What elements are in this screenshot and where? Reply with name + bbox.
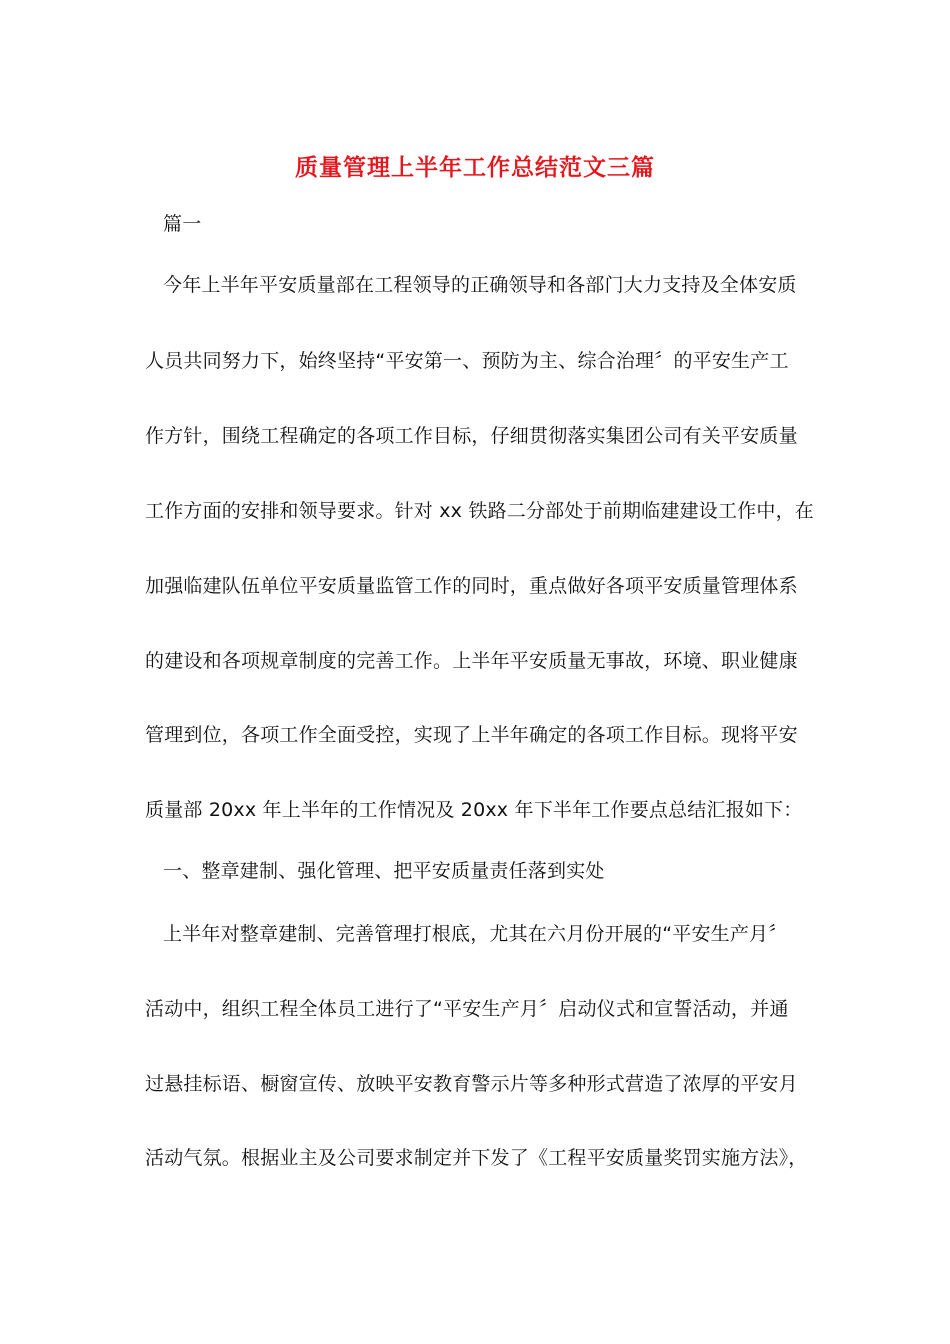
paragraph-line: 管理到位，各项工作全面受控，实现了上半年确定的各项工作目标。现将平安 <box>145 724 798 746</box>
paragraph-line: 加强临建队伍单位平安质量监管工作的同时，重点做好各项平安质量管理体系 <box>145 575 798 597</box>
paragraph-line: 过悬挂标语、橱窗宣传、放映平安教育警示片等多种形式营造了浓厚的平安月 <box>145 1073 798 1095</box>
paragraph-line: 活动气氛。根据业主及公司要求制定并下发了《工程平安质量奖罚实施方法》， <box>145 1147 808 1169</box>
paragraph-line: 人员共同努力下，始终坚持“平安第一、预防为主、综合治理〞的平安生产工 <box>145 350 789 372</box>
section-heading-part-one: 篇一 <box>163 213 202 235</box>
paragraph-line: 活动中，组织工程全体员工进行了“平安生产月〞启动仪式和宣誓活动，并通 <box>145 998 789 1020</box>
section-heading: 一、整章建制、强化管理、把平安质量责任落到实处 <box>163 860 605 882</box>
document-title: 质量管理上半年工作总结范文三篇 <box>295 155 655 181</box>
paragraph-line: 工作方面的安排和领导要求。针对 xx 铁路二分部处于前期临建建设工作中，在 <box>145 500 814 522</box>
paragraph-line: 质量部 20xx 年上半年的工作情况及 20xx 年下半年工作要点总结汇报如下： <box>145 799 803 821</box>
paragraph-line: 上半年对整章建制、完善管理打根底，尤其在六月份开展的“平安生产月〞 <box>163 923 788 945</box>
paragraph-line: 作方针，围绕工程确定的各项工作目标，仔细贯彻落实集团公司有关平安质量 <box>145 425 798 447</box>
paragraph-line: 的建设和各项规章制度的完善工作。上半年平安质量无事故，环境、职业健康 <box>145 650 798 672</box>
paragraph-line: 今年上半年平安质量部在工程领导的正确领导和各部门大力支持及全体安质 <box>163 274 797 296</box>
